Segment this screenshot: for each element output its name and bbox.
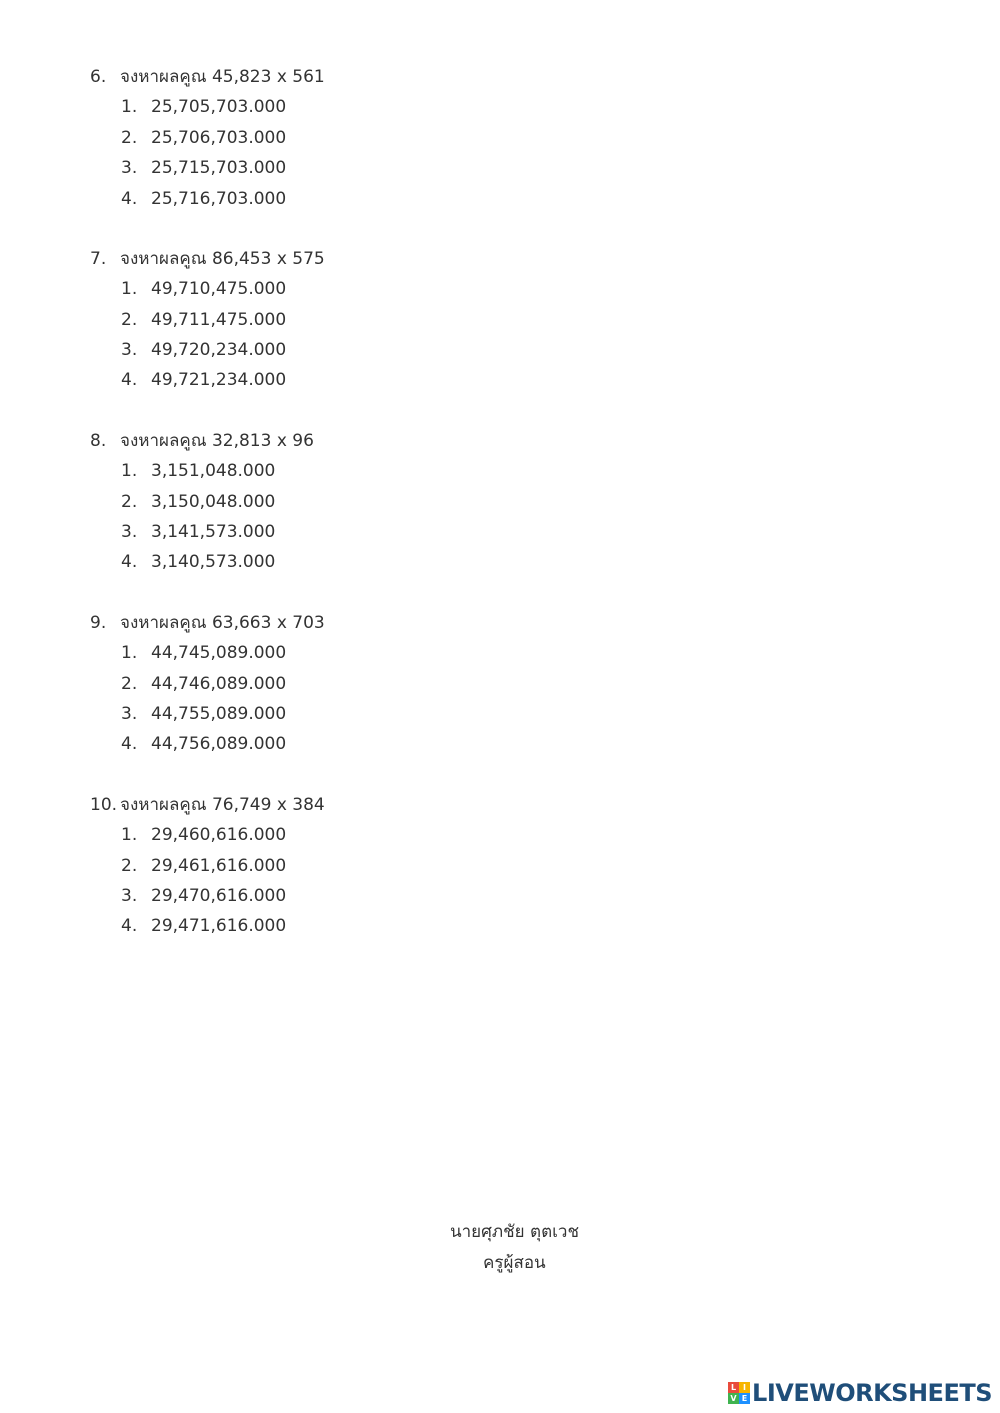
option-number: 1.	[121, 461, 138, 481]
option-number: 3.	[121, 522, 138, 542]
option-text: 29,471,616.000	[151, 916, 287, 936]
question-6	[90, 66, 325, 88]
option-9-4	[121, 733, 286, 755]
option-number: 4.	[121, 552, 138, 572]
option-10-2	[121, 855, 286, 877]
option-text: 44,745,089.000	[151, 643, 287, 663]
option-number: 4.	[121, 370, 138, 390]
option-text: 44,755,089.000	[151, 704, 287, 724]
option-number: 4.	[121, 734, 138, 754]
option-number: 2.	[121, 492, 138, 512]
option-6-2	[121, 127, 286, 149]
option-number: 4.	[121, 916, 138, 936]
option-text: 25,706,703.000	[151, 128, 287, 148]
option-8-2	[121, 491, 275, 513]
question-prompt: จงหาผลคูณ 63,663 x 703	[120, 613, 325, 633]
option-text: 3,151,048.000	[151, 461, 276, 481]
option-text: 49,720,234.000	[151, 340, 287, 360]
question-number: 7.	[90, 249, 107, 269]
option-7-3	[121, 339, 286, 361]
question-9	[90, 612, 325, 634]
option-text: 3,140,573.000	[151, 552, 276, 572]
question-7	[90, 248, 325, 270]
option-6-4	[121, 188, 286, 210]
option-text: 25,715,703.000	[151, 158, 287, 178]
question-number: 9.	[90, 613, 107, 633]
liveworksheets-brand[interactable]	[728, 1378, 992, 1408]
option-8-4	[121, 551, 275, 573]
option-number: 2.	[121, 310, 138, 330]
option-text: 44,746,089.000	[151, 674, 287, 694]
teacher-role: ครูผู้สอน	[483, 1253, 546, 1273]
option-number: 1.	[121, 643, 138, 663]
question-prompt: จงหาผลคูณ 86,453 x 575	[120, 249, 325, 269]
teacher-name: นายศุภชัย ตุตเวช	[450, 1222, 580, 1242]
logo-letter: I	[739, 1382, 750, 1393]
option-number: 4.	[121, 189, 138, 209]
option-text: 49,711,475.000	[151, 310, 287, 330]
question-number: 10.	[90, 795, 118, 815]
brand-name: LIVEWORKSHEETS	[752, 1379, 992, 1407]
option-text: 25,716,703.000	[151, 189, 287, 209]
question-8	[90, 430, 314, 452]
option-10-1	[121, 824, 286, 846]
liveworksheets-logo-icon	[728, 1382, 750, 1404]
option-number: 1.	[121, 97, 138, 117]
option-10-3	[121, 885, 286, 907]
option-9-2	[121, 673, 286, 695]
option-9-3	[121, 703, 286, 725]
option-number: 2.	[121, 128, 138, 148]
question-number: 6.	[90, 67, 107, 87]
option-6-1	[121, 96, 286, 118]
question-prompt: จงหาผลคูณ 32,813 x 96	[120, 431, 314, 451]
logo-letter: E	[739, 1393, 750, 1404]
option-9-1	[121, 642, 286, 664]
option-6-3	[121, 157, 286, 179]
option-number: 3.	[121, 158, 138, 178]
option-8-3	[121, 521, 275, 543]
question-prompt: จงหาผลคูณ 45,823 x 561	[120, 67, 325, 87]
option-7-1	[121, 278, 286, 300]
option-text: 49,721,234.000	[151, 370, 287, 390]
option-number: 2.	[121, 674, 138, 694]
option-number: 3.	[121, 886, 138, 906]
option-text: 3,141,573.000	[151, 522, 276, 542]
question-10	[90, 794, 325, 816]
option-text: 49,710,475.000	[151, 279, 287, 299]
option-text: 25,705,703.000	[151, 97, 287, 117]
option-text: 29,460,616.000	[151, 825, 287, 845]
option-number: 2.	[121, 856, 138, 876]
logo-letter: L	[728, 1382, 739, 1393]
option-number: 3.	[121, 340, 138, 360]
option-number: 3.	[121, 704, 138, 724]
option-8-1	[121, 460, 275, 482]
option-text: 3,150,048.000	[151, 492, 276, 512]
option-text: 44,756,089.000	[151, 734, 287, 754]
question-number: 8.	[90, 431, 107, 451]
option-number: 1.	[121, 279, 138, 299]
logo-letter: V	[728, 1393, 739, 1404]
option-text: 29,470,616.000	[151, 886, 287, 906]
option-7-2	[121, 309, 286, 331]
option-10-4	[121, 915, 286, 937]
option-number: 1.	[121, 825, 138, 845]
option-text: 29,461,616.000	[151, 856, 287, 876]
option-7-4	[121, 369, 286, 391]
question-prompt: จงหาผลคูณ 76,749 x 384	[120, 795, 325, 815]
